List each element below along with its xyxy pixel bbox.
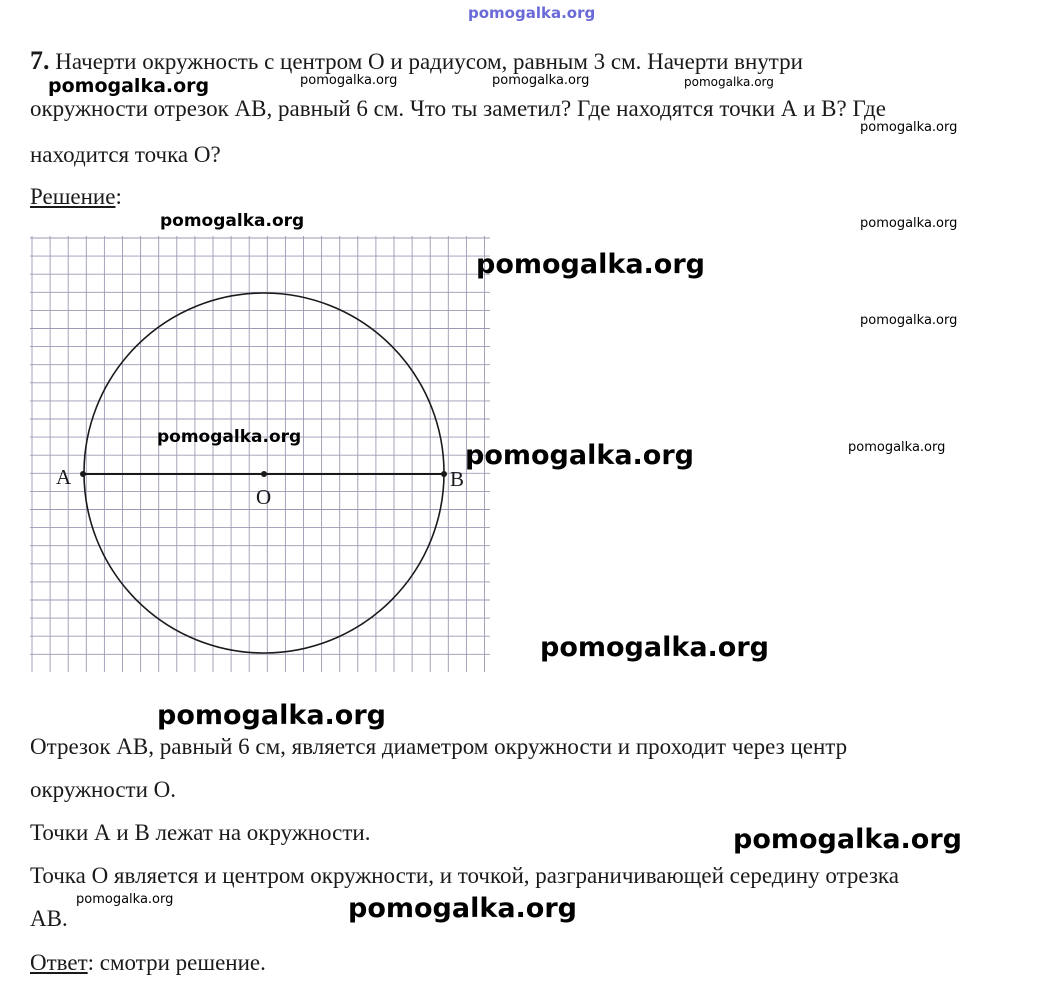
label-a: A bbox=[56, 465, 72, 489]
task-line-1 bbox=[30, 48, 803, 74]
answer-line-1: Отрезок АВ, равный 6 см, является диаметром окружности и проходит через центр bbox=[30, 734, 848, 759]
task-line-2: окружности отрезок АВ, равный 6 см. Что ты заметил? Где находятся точки А и В? Где bbox=[30, 96, 886, 121]
solution-label: Решение bbox=[30, 184, 116, 209]
watermark: pomogalka.org bbox=[540, 632, 769, 663]
watermark: pomogalka.org bbox=[465, 440, 694, 471]
watermark: pomogalka.org bbox=[860, 216, 958, 231]
answer-line-5: АВ. bbox=[30, 906, 68, 931]
watermark: pomogalka.org bbox=[160, 211, 305, 231]
answer-line-3: Точки А и В лежат на окружности. bbox=[30, 820, 371, 845]
watermark: pomogalka.org bbox=[848, 440, 946, 455]
watermark: pomogalka.org bbox=[684, 75, 774, 89]
watermark: pomogalka.org bbox=[476, 249, 705, 280]
answer-heading bbox=[30, 951, 266, 974]
task-line-1-text: Начерти окружность с центром О и радиусом, равным 3 см. Начерти внутри bbox=[55, 49, 803, 74]
graph-paper-grid bbox=[30, 236, 490, 672]
label-b: B bbox=[450, 467, 465, 491]
top-watermark: pomogalka.org bbox=[468, 4, 596, 22]
answer-line-2: окружности О. bbox=[30, 777, 177, 802]
watermark: pomogalka.org bbox=[348, 893, 577, 924]
watermark: pomogalka.org bbox=[860, 313, 958, 328]
watermark: pomogalka.org bbox=[300, 73, 398, 88]
solution-colon: : bbox=[115, 184, 122, 209]
watermark: pomogalka.org bbox=[860, 120, 958, 135]
answer-label: Ответ bbox=[30, 950, 88, 975]
point-o bbox=[261, 471, 267, 477]
watermark: pomogalka.org bbox=[48, 75, 210, 97]
watermark: pomogalka.org bbox=[157, 700, 386, 731]
watermark: pomogalka.org bbox=[492, 73, 590, 88]
watermark: pomogalka.org bbox=[157, 427, 302, 447]
watermark: pomogalka.org bbox=[76, 892, 174, 907]
answer-line-4: Точка О является и центром окружности, и точкой, разграничивающей середину отрезка bbox=[30, 863, 899, 888]
task-number: 7. bbox=[30, 46, 50, 75]
label-o: O bbox=[256, 485, 272, 509]
watermark: pomogalka.org bbox=[733, 824, 962, 855]
answer-text: : смотри решение. bbox=[87, 950, 266, 975]
point-b bbox=[441, 471, 447, 477]
circle-figure bbox=[30, 236, 490, 672]
point-a bbox=[80, 471, 86, 477]
solution-heading bbox=[30, 185, 122, 208]
task-line-3: находится точка О? bbox=[30, 142, 221, 167]
